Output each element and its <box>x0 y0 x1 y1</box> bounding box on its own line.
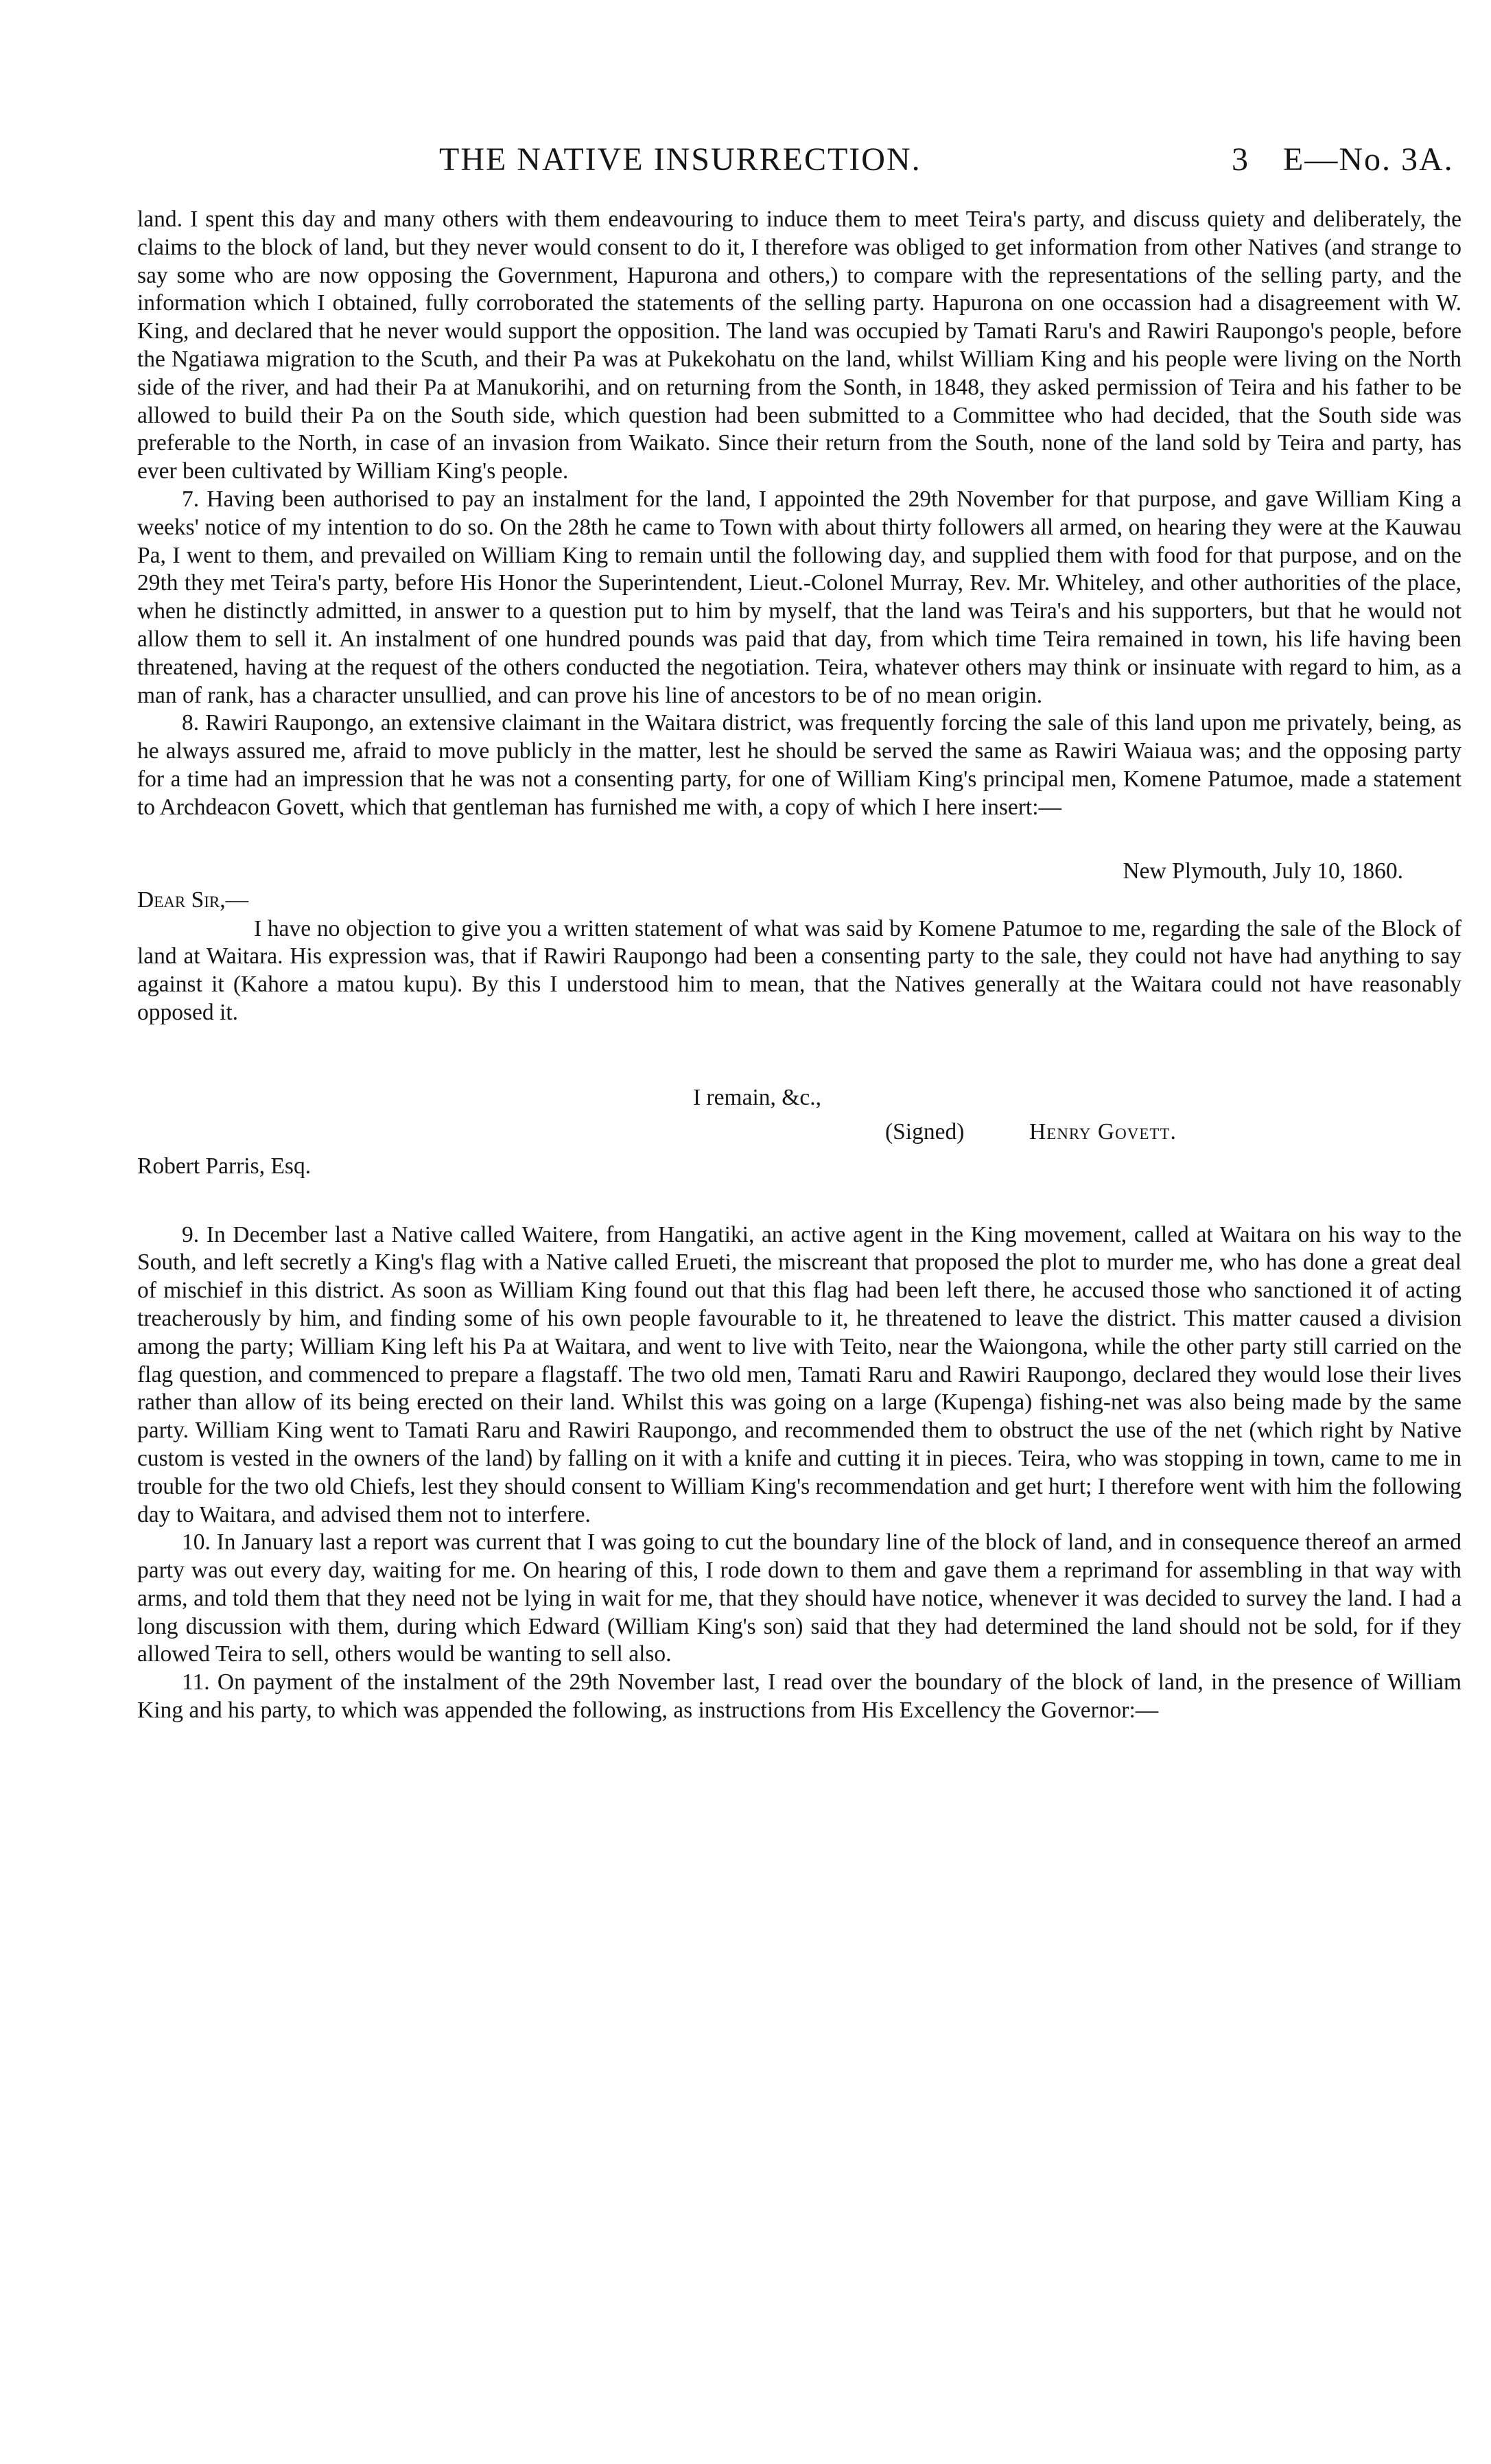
paragraph-10: 10. In January last a report was current that I was going to cut the boundary line of the block of land, and in consequence thereof an armed party was out every day, waiting for me. On hearing of this, I rode down to them and gave them a reprimand for assembling in that way with arms, and told them that they need not be lying in wait for me, that they should have notice, whenever it was decided to survey the land. I had a long discussion with them, during which Edward (William King's son) said that they had determined the land should not be sold, for if they allowed Teira to sell, others would be wanting to sell also. <box>137 1529 1461 1667</box>
letter-signed-label: (Signed) <box>885 1118 965 1145</box>
paragraph-intro: land. I spent this day and many others with them endeavouring to induce them to meet Teira's party, and discuss quiety and deliberately, the claims to the block of land, but they never would consent to do it, I therefore was obliged to get information from other Natives (and strange to say some who are now opposing the Government, Hapurona and others,) to compare with the representations of the selling party, and the information which I obtained, fully corroborated the statements of the selling party. Hapurona on one occassion had a disagreement with W. King, and declared that he never would support the opposition. The land was occupied by Tamati Raru's and Rawiri Raupongo's people, before the Ngatiawa migration to the Scuth, and their Pa was at Pukekohatu on the land, whilst William King and his people were living on the North side of the river, and had their Pa at Manukorihi, and on returning from the Sonth, in 1848, they asked permission of Teira and his father to be allowed to build their Pa on the South side, which question had been submitted to a Committee who had decided, that the South side was preferable to the North, in case of an invasion from Waikato. Since their return from the South, none of the land sold by Teira and party, has ever been cultivated by William King's people. <box>137 207 1461 484</box>
letter-text: I have no objection to give you a written statement of what was said by Komene Patumoe to me, regarding the sale of the Block of land at Waitara. His expression was, that if Rawiri Raupongo had been a consenting party to the sale, they could not have had anything to say against it (Kahore a matou kupu). By this I understood him to mean, that the Natives generally at the Waitara could not have reasonably opposed it. <box>137 915 1461 1025</box>
header-document-ref: E—No. 3A. <box>1283 141 1454 178</box>
document-body <box>137 206 1461 1725</box>
letter-closing: I remain, &c., <box>693 1084 821 1110</box>
letter-salutation: Dear Sir,— <box>137 887 249 913</box>
header-title: THE NATIVE INSURRECTION. <box>439 141 921 178</box>
paragraph-11: 11. On payment of the instalment of the 29th November last, I read over the boundary of the block of land, in the presence of William King and his party, to which was appended the following, as instructions from His Excellency the Governor:— <box>137 1669 1461 1724</box>
letter-signer: Henry Govett. <box>1029 1118 1177 1145</box>
paragraph-8: 8. Rawiri Raupongo, an extensive claimant in the Waitara district, was frequently forcing the sale of this land upon me privately, being, as he always assured me, afraid to move publicly in the matter, lest he should be served the same as Rawiri Waiaua was; and the opposing party for a time had an impression that he was not a consenting party, for one of William King's principal men, Komene Patumoe, made a statement to Archdeacon Govett, which that gentleman has furnished me with, a copy of which I here insert:— <box>137 710 1461 820</box>
header-page-number: 3 <box>1232 141 1248 178</box>
letter-dateline: New Plymouth, July 10, 1860. <box>1123 858 1403 884</box>
page-header <box>137 141 1461 189</box>
paragraph-9: 9. In December last a Native called Waitere, from Hangatiki, an active agent in the King movement, called at Waitara on his way to the South, and left secretly a King's flag with a Native called Erueti, the miscreant that proposed the plot to murder me, who has done a great deal of mischief in this district. As soon as William King found out that this flag had been left there, he accused those who sanctioned it of acting treacherously by him, and finding some of his own people favourable to it, he threatened to leave the district. This matter caused a division among the party; William King left his Pa at Waitara, and went to live with Teito, near the Waiongona, while the other party still carried on the flag question, and commenced to prepare a flagstaff. The two old men, Tamati Raru and Rawiri Raupongo, declared they would lose their lives rather than allow of its being erected on their land. Whilst this was going on a large (Kupenga) fishing-net was also being made by the same party. William King went to Tamati Raru and Rawiri Raupongo, and recommended them to obstruct the use of the net (which right by Native custom is vested in the owners of the land) by falling on it with a knife and cutting it in pieces. Teira, who was stopping in town, came to me in trouble for the two old Chiefs, lest they should consent to William King's recommendation and get hurt; I therefore went with him the following day to Waitara, and advised them not to interfere. <box>137 1221 1461 1527</box>
paragraph-7: 7. Having been authorised to pay an instalment for the land, I appointed the 29th November for that purpose, and gave William King a weeks' notice of my intention to do so. On the 28th he came to Town with about thirty followers all armed, on hearing they were at the Kauwau Pa, I went to them, and prevailed on William King to remain until the following day, and supplied them with food for that purpose, and on the 29th they met Teira's party, before His Honor the Superintendent, Lieut.-Colonel Murray, Rev. Mr. Whiteley, and other authorities of the place, when he distinctly admitted, in answer to a question put to him by myself, that the land was Teira's and his supporters, but that he would not allow them to sell it. An instalment of one hundred pounds was paid that day, from which time Teira remained in town, his life having been threatened, having at the request of the others conducted the negotiation. Teira, whatever others may think or insinuate with regard to him, as a man of rank, has a character unsullied, and can prove his line of ancestors to be of no mean origin. <box>137 486 1461 708</box>
quoted-letter <box>137 858 1461 1221</box>
letter-addressee: Robert Parris, Esq. <box>137 1153 312 1179</box>
